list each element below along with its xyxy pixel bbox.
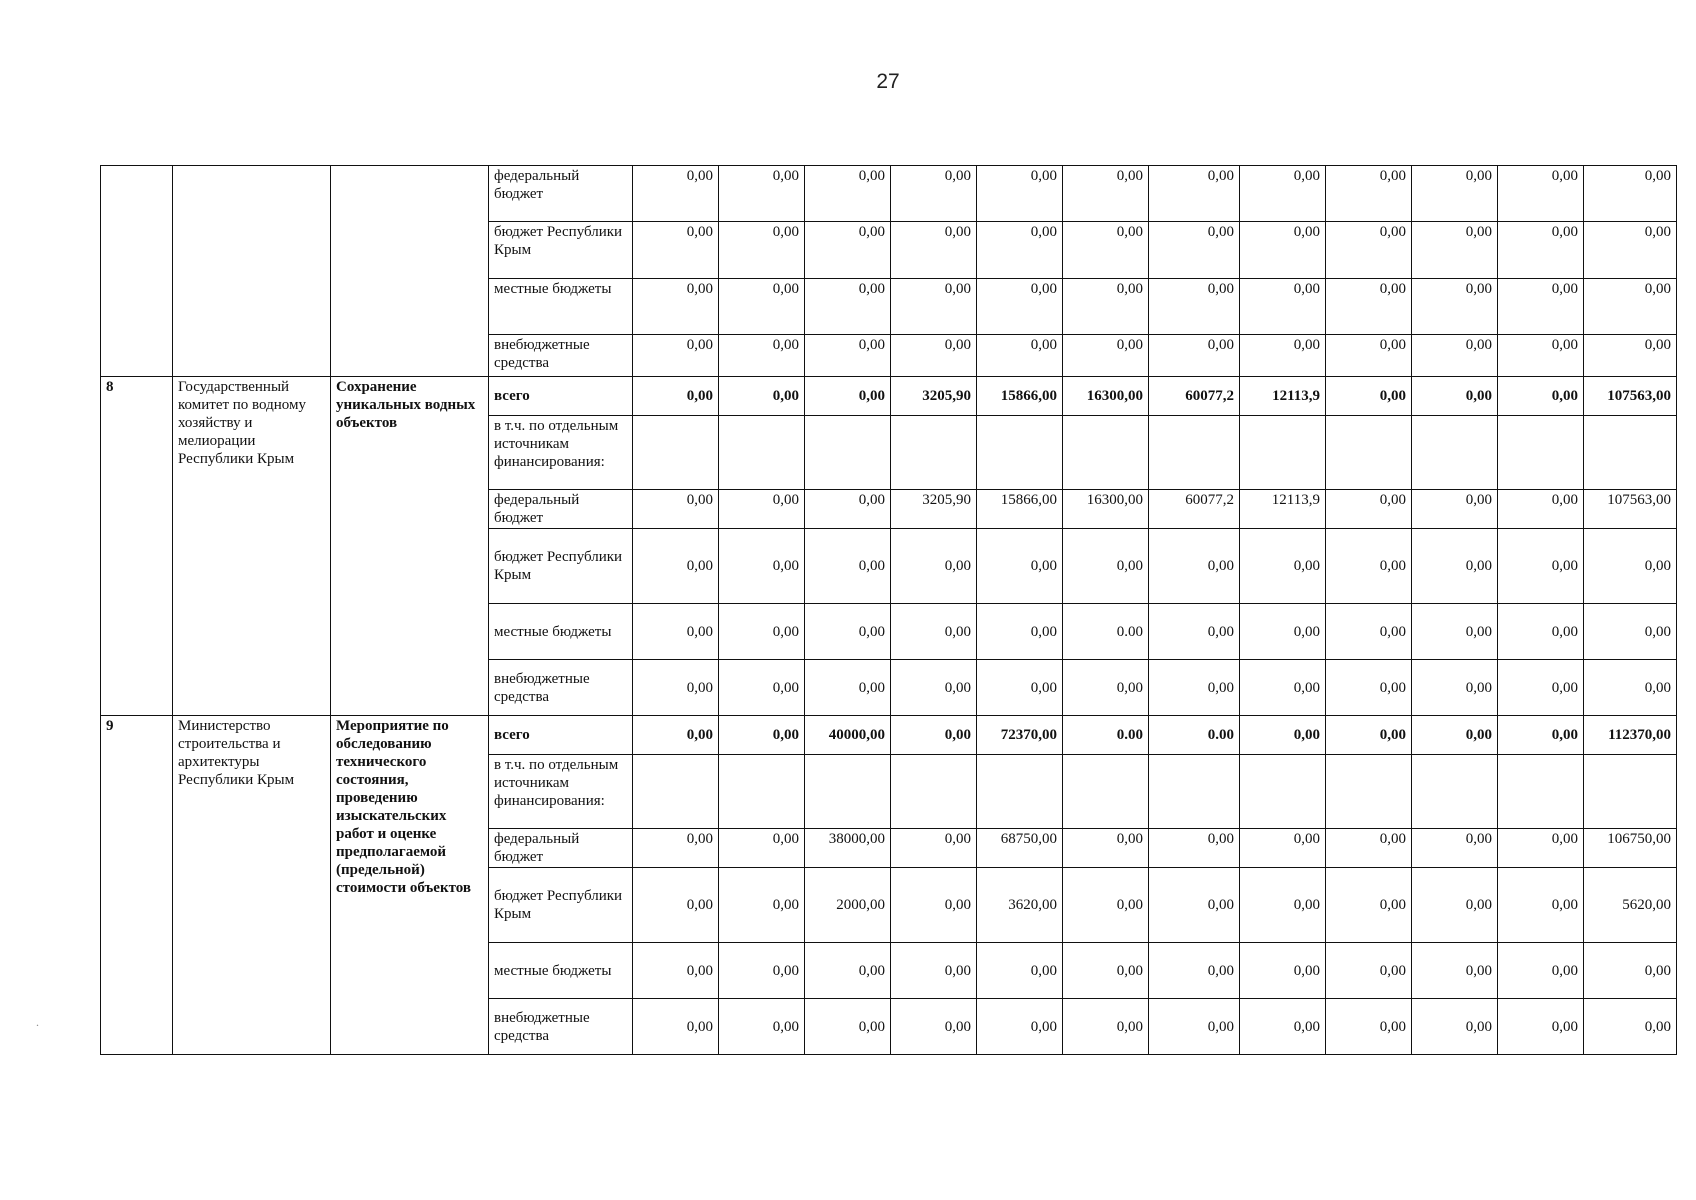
- value-cell: 0,00: [1149, 829, 1240, 868]
- value-cell: 0,00: [1412, 222, 1498, 279]
- value-cell: 0,00: [1412, 868, 1498, 943]
- value-cell: 0,00: [719, 829, 805, 868]
- value-cell: 0,00: [891, 999, 977, 1055]
- value-cell: 0,00: [805, 166, 891, 222]
- value-cell: 0,00: [1063, 279, 1149, 335]
- value-cell: 0,00: [1412, 335, 1498, 377]
- value-cell: 0,00: [1326, 166, 1412, 222]
- value-cell: 68750,00: [977, 829, 1063, 868]
- value-cell: [719, 416, 805, 490]
- value-cell: 0,00: [633, 999, 719, 1055]
- value-cell: 0,00: [1498, 529, 1584, 604]
- value-cell: [805, 755, 891, 829]
- value-cell: 0,00: [1240, 222, 1326, 279]
- value-cell: [1063, 416, 1149, 490]
- event-cell: Сохранение уникальных водных объектов: [331, 377, 489, 716]
- value-cell: 0,00: [1240, 660, 1326, 716]
- value-cell: 12113,9: [1240, 377, 1326, 416]
- continuation-organization-cell: [173, 166, 331, 377]
- value-cell: 0,00: [633, 222, 719, 279]
- value-cell: 0,00: [977, 660, 1063, 716]
- value-cell: 0,00: [1412, 279, 1498, 335]
- value-cell: 0,00: [1149, 529, 1240, 604]
- value-cell: 0,00: [805, 490, 891, 529]
- value-cell: 0,00: [891, 604, 977, 660]
- value-cell: 0,00: [977, 943, 1063, 999]
- value-cell: [1240, 755, 1326, 829]
- funding-source-cell: всего: [489, 377, 633, 416]
- value-cell: 0,00: [891, 222, 977, 279]
- value-cell: [1326, 416, 1412, 490]
- value-cell: 0,00: [719, 222, 805, 279]
- continuation-event-cell: [331, 166, 489, 377]
- value-cell: 0,00: [633, 868, 719, 943]
- value-cell: [977, 416, 1063, 490]
- value-cell: 0,00: [719, 377, 805, 416]
- value-cell: 0,00: [1326, 529, 1412, 604]
- value-cell: 0,00: [1326, 943, 1412, 999]
- value-cell: 0,00: [633, 829, 719, 868]
- value-cell: 0,00: [1326, 279, 1412, 335]
- value-cell: 0,00: [1149, 222, 1240, 279]
- value-cell: 0,00: [719, 604, 805, 660]
- value-cell: 16300,00: [1063, 490, 1149, 529]
- value-cell: 0,00: [1240, 279, 1326, 335]
- funding-source-cell: бюджет Республики Крым: [489, 529, 633, 604]
- value-cell: 0,00: [1063, 529, 1149, 604]
- value-cell: [1326, 755, 1412, 829]
- funding-source-cell: местные бюджеты: [489, 279, 633, 335]
- value-cell: 0,00: [805, 377, 891, 416]
- table-row: [101, 166, 1677, 222]
- funding-source-cell: федеральный бюджет: [489, 490, 633, 529]
- value-cell: 0,00: [1412, 943, 1498, 999]
- value-cell: 0,00: [1412, 999, 1498, 1055]
- value-cell: 0,00: [805, 529, 891, 604]
- value-cell: 0,00: [1149, 868, 1240, 943]
- value-cell: 0,00: [1498, 166, 1584, 222]
- value-cell: [633, 416, 719, 490]
- value-cell: 0,00: [891, 529, 977, 604]
- value-cell: 0,00: [633, 660, 719, 716]
- value-cell: 60077,2: [1149, 490, 1240, 529]
- table-row: [101, 377, 1677, 416]
- value-cell: [977, 755, 1063, 829]
- value-cell: 0,00: [805, 660, 891, 716]
- value-cell: 0,00: [1498, 999, 1584, 1055]
- value-cell: 0,00: [633, 716, 719, 755]
- value-cell: 0,00: [1412, 829, 1498, 868]
- value-cell: 0,00: [1240, 529, 1326, 604]
- value-cell: 0,00: [805, 943, 891, 999]
- value-cell: 0,00: [805, 279, 891, 335]
- value-cell: 40000,00: [805, 716, 891, 755]
- value-cell: 0,00: [1240, 335, 1326, 377]
- funding-source-cell: местные бюджеты: [489, 604, 633, 660]
- value-cell: 0,00: [1498, 604, 1584, 660]
- value-cell: 0,00: [633, 490, 719, 529]
- value-cell: 0,00: [1240, 868, 1326, 943]
- value-cell: 0,00: [977, 999, 1063, 1055]
- value-cell: 0,00: [1063, 222, 1149, 279]
- value-cell: 0,00: [1240, 604, 1326, 660]
- value-cell: 0,00: [1326, 335, 1412, 377]
- value-cell: 0,00: [1412, 490, 1498, 529]
- value-cell: 0,00: [1584, 335, 1677, 377]
- value-cell: 0,00: [1412, 166, 1498, 222]
- funding-source-cell: внебюджетные средства: [489, 335, 633, 377]
- value-cell: 112370,00: [1584, 716, 1677, 755]
- value-cell: 0,00: [1149, 604, 1240, 660]
- value-cell: 0,00: [1326, 999, 1412, 1055]
- value-cell: [1498, 755, 1584, 829]
- value-cell: 60077,2: [1149, 377, 1240, 416]
- value-cell: 0,00: [1063, 829, 1149, 868]
- value-cell: 5620,00: [1584, 868, 1677, 943]
- value-cell: 0,00: [1412, 377, 1498, 416]
- value-cell: 0,00: [1584, 604, 1677, 660]
- value-cell: 0,00: [719, 166, 805, 222]
- value-cell: 0,00: [1063, 999, 1149, 1055]
- value-cell: 0,00: [719, 279, 805, 335]
- value-cell: [1412, 755, 1498, 829]
- value-cell: 0,00: [1240, 716, 1326, 755]
- value-cell: 0,00: [891, 279, 977, 335]
- row-number-cell: 8: [101, 377, 173, 716]
- value-cell: 0,00: [1412, 604, 1498, 660]
- value-cell: 0,00: [1240, 829, 1326, 868]
- value-cell: 0,00: [891, 829, 977, 868]
- value-cell: 0,00: [1326, 868, 1412, 943]
- value-cell: 0,00: [719, 529, 805, 604]
- value-cell: 0,00: [1412, 529, 1498, 604]
- value-cell: 0,00: [977, 529, 1063, 604]
- value-cell: [805, 416, 891, 490]
- value-cell: 0,00: [1326, 377, 1412, 416]
- value-cell: 0,00: [719, 943, 805, 999]
- funding-source-cell: внебюджетные средства: [489, 999, 633, 1055]
- value-cell: 0,00: [1149, 943, 1240, 999]
- value-cell: 0,00: [805, 222, 891, 279]
- value-cell: 0,00: [891, 660, 977, 716]
- value-cell: 0,00: [719, 716, 805, 755]
- value-cell: 0,00: [719, 660, 805, 716]
- value-cell: 0.00: [1063, 716, 1149, 755]
- value-cell: 0,00: [1063, 868, 1149, 943]
- value-cell: 0,00: [1149, 279, 1240, 335]
- value-cell: 0,00: [633, 279, 719, 335]
- value-cell: 0,00: [1584, 999, 1677, 1055]
- value-cell: [1240, 416, 1326, 490]
- value-cell: 0,00: [633, 604, 719, 660]
- value-cell: 0,00: [805, 604, 891, 660]
- value-cell: 0,00: [1498, 222, 1584, 279]
- value-cell: 0,00: [719, 335, 805, 377]
- funding-source-cell: всего: [489, 716, 633, 755]
- value-cell: 0,00: [1326, 222, 1412, 279]
- value-cell: 0,00: [1326, 716, 1412, 755]
- funding-source-cell: бюджет Республики Крым: [489, 868, 633, 943]
- value-cell: 0.00: [1063, 604, 1149, 660]
- value-cell: 0,00: [633, 377, 719, 416]
- value-cell: 0,00: [719, 999, 805, 1055]
- table-row: [101, 716, 1677, 755]
- value-cell: 0,00: [1149, 660, 1240, 716]
- value-cell: [891, 416, 977, 490]
- value-cell: 0,00: [1240, 999, 1326, 1055]
- value-cell: 15866,00: [977, 377, 1063, 416]
- value-cell: 0,00: [1326, 660, 1412, 716]
- value-cell: 0,00: [977, 604, 1063, 660]
- value-cell: 0,00: [1584, 943, 1677, 999]
- value-cell: 0,00: [1063, 166, 1149, 222]
- value-cell: 0,00: [1149, 335, 1240, 377]
- value-cell: 0,00: [977, 335, 1063, 377]
- value-cell: 0,00: [1063, 660, 1149, 716]
- financing-table: [100, 165, 1677, 1055]
- value-cell: 0,00: [891, 166, 977, 222]
- value-cell: 0,00: [719, 868, 805, 943]
- value-cell: 0,00: [1326, 829, 1412, 868]
- value-cell: 0,00: [1063, 943, 1149, 999]
- value-cell: 0,00: [891, 716, 977, 755]
- page-number: 27: [876, 70, 900, 93]
- value-cell: [1498, 416, 1584, 490]
- value-cell: 0,00: [1498, 660, 1584, 716]
- value-cell: 0,00: [633, 335, 719, 377]
- value-cell: 0,00: [1240, 166, 1326, 222]
- value-cell: 15866,00: [977, 490, 1063, 529]
- value-cell: 3205,90: [891, 377, 977, 416]
- value-cell: 0,00: [1412, 716, 1498, 755]
- value-cell: 0,00: [633, 166, 719, 222]
- value-cell: 0,00: [1498, 335, 1584, 377]
- funding-source-cell: внебюджетные средства: [489, 660, 633, 716]
- funding-source-cell: местные бюджеты: [489, 943, 633, 999]
- value-cell: 0,00: [977, 166, 1063, 222]
- value-cell: 0,00: [1498, 716, 1584, 755]
- value-cell: [1584, 755, 1677, 829]
- event-cell: Мероприятие по обследованию технического состояния, проведению изыскательских работ и оценке предполагаемой (предельной) стоимости объектов: [331, 716, 489, 1055]
- value-cell: 0,00: [1498, 829, 1584, 868]
- value-cell: [1149, 416, 1240, 490]
- value-cell: 0,00: [1498, 868, 1584, 943]
- value-cell: 0,00: [1326, 490, 1412, 529]
- value-cell: 0,00: [1584, 279, 1677, 335]
- value-cell: 16300,00: [1063, 377, 1149, 416]
- value-cell: 0,00: [977, 279, 1063, 335]
- organization-cell: Министерство строительства и архитектуры Республики Крым: [173, 716, 331, 1055]
- value-cell: 0,00: [633, 529, 719, 604]
- value-cell: 106750,00: [1584, 829, 1677, 868]
- value-cell: 0,00: [1240, 943, 1326, 999]
- value-cell: 0,00: [891, 943, 977, 999]
- value-cell: 0,00: [805, 999, 891, 1055]
- row-number-cell: 9: [101, 716, 173, 1055]
- value-cell: 0,00: [1498, 279, 1584, 335]
- funding-source-cell: в т.ч. по отдельным источникам финансирования:: [489, 416, 633, 490]
- value-cell: 3620,00: [977, 868, 1063, 943]
- funding-source-cell: федеральный бюджет: [489, 166, 633, 222]
- funding-source-cell: бюджет Республики Крым: [489, 222, 633, 279]
- value-cell: 0,00: [1584, 529, 1677, 604]
- value-cell: 2000,00: [805, 868, 891, 943]
- value-cell: 0,00: [1149, 166, 1240, 222]
- value-cell: 0,00: [977, 222, 1063, 279]
- value-cell: [633, 755, 719, 829]
- value-cell: 0,00: [719, 490, 805, 529]
- value-cell: 0,00: [1584, 222, 1677, 279]
- value-cell: 0,00: [1584, 660, 1677, 716]
- value-cell: 0,00: [1149, 999, 1240, 1055]
- value-cell: 0,00: [633, 943, 719, 999]
- value-cell: 3205,90: [891, 490, 977, 529]
- continuation-number-cell: [101, 166, 173, 377]
- stray-mark: .: [36, 1015, 39, 1029]
- value-cell: [1063, 755, 1149, 829]
- value-cell: [1149, 755, 1240, 829]
- value-cell: 0,00: [891, 335, 977, 377]
- value-cell: 0.00: [1149, 716, 1240, 755]
- value-cell: 0,00: [805, 335, 891, 377]
- value-cell: [891, 755, 977, 829]
- value-cell: 107563,00: [1584, 377, 1677, 416]
- value-cell: 72370,00: [977, 716, 1063, 755]
- value-cell: [1584, 416, 1677, 490]
- value-cell: [719, 755, 805, 829]
- value-cell: 107563,00: [1584, 490, 1677, 529]
- value-cell: 0,00: [1412, 660, 1498, 716]
- value-cell: 0,00: [1498, 377, 1584, 416]
- value-cell: 0,00: [1498, 943, 1584, 999]
- value-cell: 0,00: [1498, 490, 1584, 529]
- value-cell: 0,00: [891, 868, 977, 943]
- value-cell: [1412, 416, 1498, 490]
- value-cell: 38000,00: [805, 829, 891, 868]
- funding-source-cell: федеральный бюджет: [489, 829, 633, 868]
- organization-cell: Государственный комитет по водному хозяйству и мелиорации Республики Крым: [173, 377, 331, 716]
- value-cell: 12113,9: [1240, 490, 1326, 529]
- value-cell: 0,00: [1326, 604, 1412, 660]
- funding-source-cell: в т.ч. по отдельным источникам финансирования:: [489, 755, 633, 829]
- value-cell: 0,00: [1584, 166, 1677, 222]
- value-cell: 0,00: [1063, 335, 1149, 377]
